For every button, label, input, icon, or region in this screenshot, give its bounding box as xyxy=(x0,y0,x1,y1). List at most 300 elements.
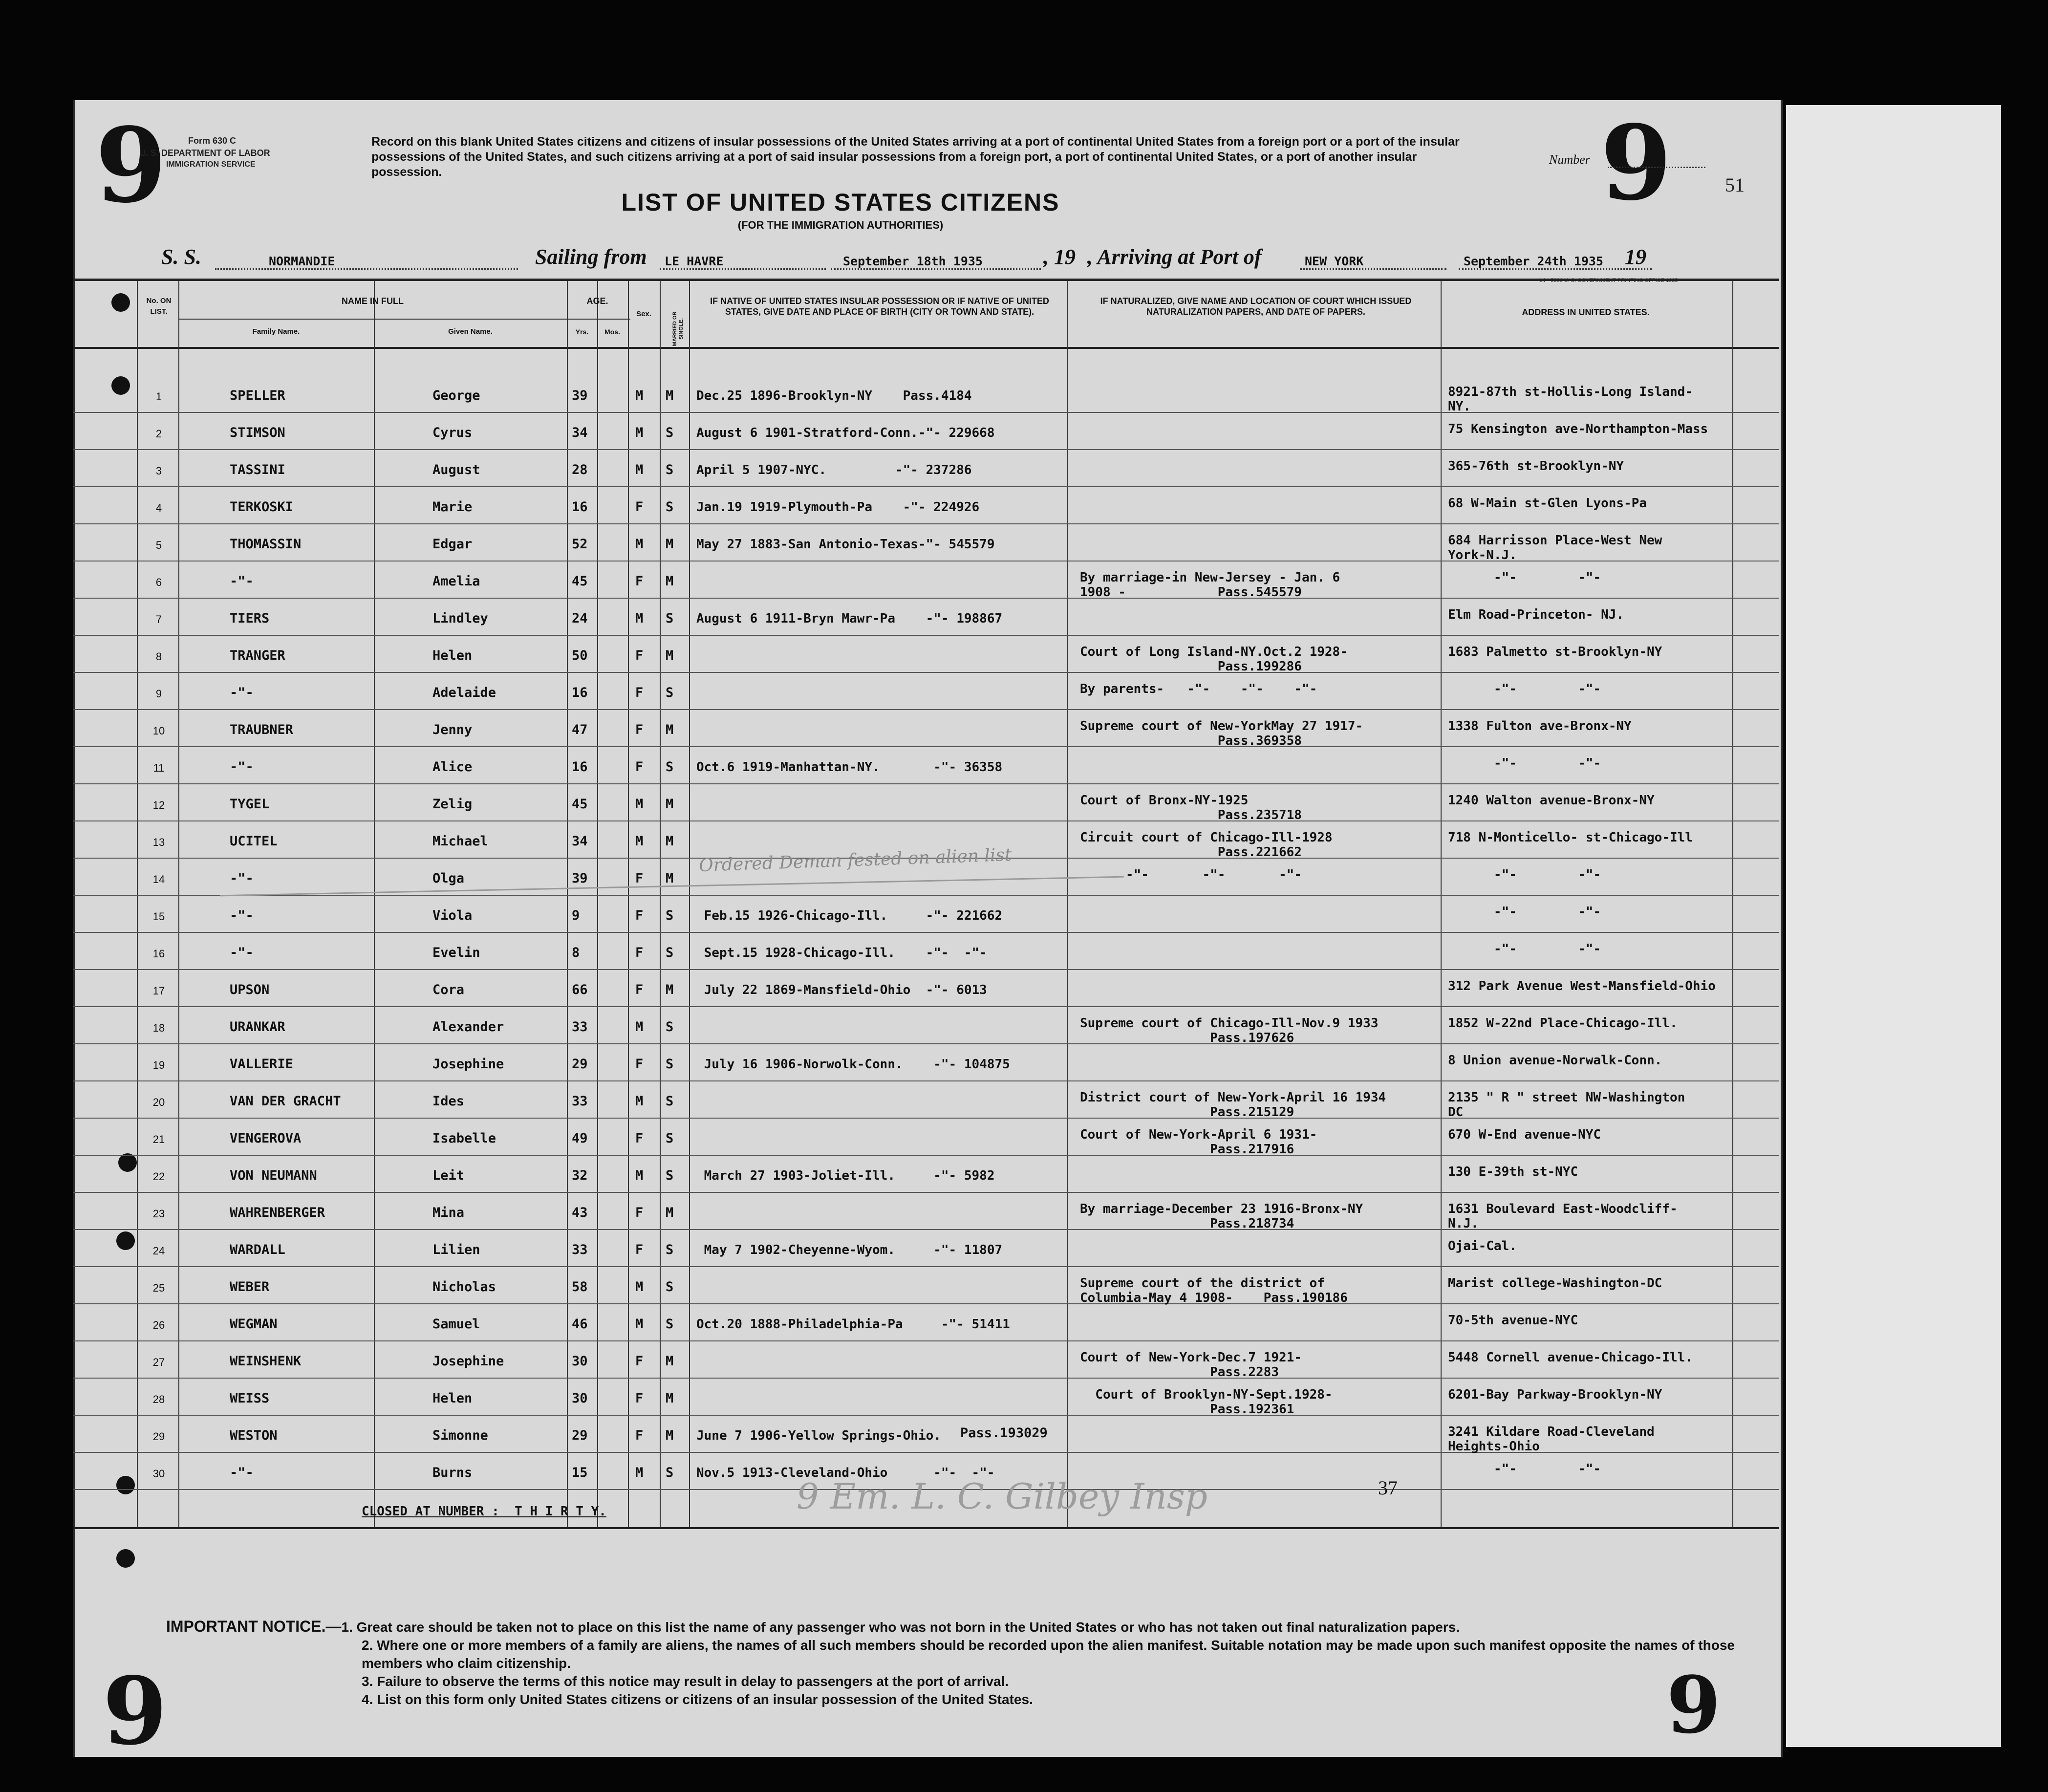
age-years: 29 xyxy=(572,1428,588,1443)
marital-status: S xyxy=(666,1131,674,1146)
naturalization-line-1: -"- -"- -"- xyxy=(1080,867,1302,882)
table-row-rule xyxy=(73,1006,1779,1007)
row-number: 14 xyxy=(152,873,165,885)
form-big-number-bottom-left: 9 xyxy=(103,1657,168,1766)
row-number: 23 xyxy=(152,1208,165,1220)
age-years: 9 xyxy=(572,908,580,923)
table-header-rule xyxy=(73,347,1779,349)
given-name: Jenny xyxy=(432,722,473,737)
sex: F xyxy=(635,648,644,663)
family-name: WARDALL xyxy=(230,1242,285,1257)
age-years: 33 xyxy=(572,1094,588,1109)
address-line-1: -"- -"- xyxy=(1448,756,1601,771)
given-name: Marie xyxy=(432,499,473,515)
naturalization-line-2: 1908 - Pass.545579 xyxy=(1080,585,1302,600)
col-header-name-in-full: NAME IN FULL xyxy=(342,296,404,306)
departure-port: LE HAVRE xyxy=(660,254,826,270)
marital-status: M xyxy=(666,388,674,403)
given-name: Adelaide xyxy=(432,685,496,700)
sex: M xyxy=(635,611,644,626)
sex: F xyxy=(635,871,644,886)
family-name: WESTON xyxy=(230,1428,278,1443)
birth-info: Nov.5 1913-Cleveland-Ohio -"- -"- xyxy=(696,1466,995,1480)
sex: M xyxy=(635,1279,644,1295)
given-name: George xyxy=(432,388,480,403)
col-header-age: AGE. xyxy=(586,296,608,306)
address-line-1: -"- -"- xyxy=(1448,1462,1601,1476)
table-row-rule xyxy=(73,1043,1779,1044)
marital-status: S xyxy=(666,499,674,515)
family-name: VON NEUMANN xyxy=(230,1168,317,1183)
sex: M xyxy=(635,1168,644,1183)
given-name: Michael xyxy=(432,834,488,849)
marital-status: S xyxy=(666,945,674,960)
birth-info: Oct.6 1919-Manhattan-NY. -"- 36358 xyxy=(696,760,1003,775)
given-name: Josephine xyxy=(432,1057,504,1072)
handwritten-annotation-struck: Ordered Deman fested on alien list xyxy=(698,844,1013,876)
row-number: 13 xyxy=(152,836,165,848)
sex: F xyxy=(635,499,644,515)
naturalization-line-1: Court of New-York-Dec.7 1921- xyxy=(1080,1350,1302,1365)
age-years: 45 xyxy=(572,797,588,812)
naturalization-line-1: Court of New-York-April 6 1931- xyxy=(1080,1127,1317,1142)
row-number: 16 xyxy=(152,948,165,960)
marital-status: S xyxy=(666,1465,674,1480)
address-line-2: NY. xyxy=(1448,399,1471,414)
row-number: 4 xyxy=(155,502,162,514)
form-instructions: Record on this blank United States citizens and citizens of insular possessions of the United States arriving at a port of continental United States from a foreign port or a port of the insular possessions of the United States, and such citizens arriving at a port of said insular possessions from a foreign port, a port of continental United States, or a port of another insular possession. xyxy=(371,135,1460,179)
naturalization-line-1: Supreme court of New-YorkMay 27 1917- xyxy=(1080,719,1363,734)
address-line-1: 684 Harrisson Place-West New xyxy=(1448,533,1662,548)
given-name: Cyrus xyxy=(432,425,473,440)
given-name: Cora xyxy=(432,982,465,997)
department-line-2: IMMIGRATION SERVICE xyxy=(166,160,256,169)
naturalization-line-1: Circuit court of Chicago-Ill-1928 xyxy=(1080,830,1333,845)
sex: F xyxy=(635,574,644,589)
marital-status: S xyxy=(666,1317,674,1332)
departure-date: September 18th 1935 xyxy=(831,254,1041,270)
address-line-1: 8921-87th st-Hollis-Long Island- xyxy=(1448,385,1693,399)
row-number: 21 xyxy=(152,1133,165,1145)
family-name: TASSINI xyxy=(230,462,285,477)
col-header-given: Given Name. xyxy=(448,327,493,336)
table-row-rule xyxy=(73,1415,1779,1416)
address-line-1: -"- -"- xyxy=(1448,570,1601,585)
naturalization-line-2: Pass.2283 xyxy=(1080,1365,1279,1380)
form-big-number-top-right: 9 xyxy=(1600,103,1672,223)
marital-status: M xyxy=(666,797,674,812)
birth-info: May 7 1902-Cheyenne-Wyom. -"- 11807 xyxy=(696,1243,1003,1257)
family-name: WEISS xyxy=(230,1391,270,1406)
row-number: 29 xyxy=(152,1430,165,1443)
row-number: 19 xyxy=(152,1059,165,1071)
address-line-1: 2135 " R " street NW-Washington xyxy=(1448,1090,1685,1105)
table-top-rule xyxy=(73,279,1779,281)
age-subheader-rule xyxy=(567,319,630,320)
family-name: THOMASSIN xyxy=(230,537,302,552)
family-name: VALLERIE xyxy=(230,1057,294,1072)
sex: F xyxy=(635,1391,644,1406)
family-name: UPSON xyxy=(230,982,270,997)
given-name: Amelia xyxy=(432,574,480,589)
marital-status: M xyxy=(666,1428,674,1443)
row-number: 20 xyxy=(152,1096,165,1108)
address-line-1: Ojai-Cal. xyxy=(1448,1239,1517,1253)
row-number: 17 xyxy=(152,985,165,997)
given-name: Lindley xyxy=(432,611,488,626)
birth-info: Dec.25 1896-Brooklyn-NY Pass.4184 xyxy=(696,389,972,403)
age-years: 49 xyxy=(572,1131,588,1146)
notice-item-2: 2. Where one or more members of a family are aliens, the names of all such members should be recorded upon the alien manifest. Suitable notation may be made upon such manifest opposite the names of those members who claim citizenship. xyxy=(362,1638,1735,1671)
table-row-rule xyxy=(73,783,1779,784)
table-row-rule xyxy=(73,412,1779,413)
age-years: 30 xyxy=(572,1391,588,1406)
address-line-1: 1852 W-22nd Place-Chicago-Ill. xyxy=(1448,1016,1678,1031)
row-number: 25 xyxy=(152,1282,165,1294)
marital-status: M xyxy=(666,722,674,737)
name-subheader-rule xyxy=(178,319,608,320)
age-years: 16 xyxy=(572,499,588,515)
table-row-rule xyxy=(73,1118,1779,1119)
address-line-1: 6201-Bay Parkway-Brooklyn-NY xyxy=(1448,1387,1662,1402)
age-years: 45 xyxy=(572,574,588,589)
table-row-rule xyxy=(73,672,1779,673)
family-name: TIERS xyxy=(230,611,270,626)
table-row-rule xyxy=(73,895,1779,896)
row-29-pass: Pass.193029 xyxy=(960,1425,1048,1441)
col-header-married: MARRIED OR SINGLE. xyxy=(672,311,684,346)
family-name: WEGMAN xyxy=(230,1317,278,1332)
sex: F xyxy=(635,982,644,997)
page-title: LIST OF UNITED STATES CITIZENS xyxy=(621,189,1060,216)
ship-name: NORMANDIE xyxy=(215,254,518,270)
row-count-37: 37 xyxy=(1378,1477,1398,1499)
naturalization-line-2: Columbia-May 4 1908- Pass.190186 xyxy=(1080,1291,1348,1305)
naturalization-line-2: Pass.199286 xyxy=(1080,659,1302,674)
marital-status: S xyxy=(666,425,674,440)
address-line-1: 1240 Walton avenue-Bronx-NY xyxy=(1448,793,1655,808)
sex: F xyxy=(635,1428,644,1443)
col-header-naturalized: IF NATURALIZED, GIVE NAME AND LOCATION OF COURT WHICH ISSUED NATURALIZATION PAPERS, AND DATE OF PAPERS. xyxy=(1100,296,1412,317)
marital-status: S xyxy=(666,462,674,477)
address-line-1: 5448 Cornell avenue-Chicago-Ill. xyxy=(1448,1350,1693,1365)
naturalization-line-2: Pass.221662 xyxy=(1080,845,1302,860)
birth-info: Feb.15 1926-Chicago-Ill. -"- 221662 xyxy=(696,908,1003,923)
given-name: Zelig xyxy=(432,797,473,812)
row-number: 18 xyxy=(152,1022,165,1034)
row-number: 8 xyxy=(155,650,162,663)
address-line-1: Marist college-Washington-DC xyxy=(1448,1276,1662,1291)
sex: F xyxy=(635,1242,644,1257)
naturalization-line-1: By marriage-December 23 1916-Bronx-NY xyxy=(1080,1202,1363,1216)
table-row-rule xyxy=(73,932,1779,933)
table-row-rule xyxy=(73,1155,1779,1156)
family-name: TRANGER xyxy=(230,648,285,663)
address-line-2: DC xyxy=(1448,1105,1464,1120)
address-line-1: -"- -"- xyxy=(1448,905,1601,919)
important-notice xyxy=(166,1618,1779,1708)
naturalization-line-2: Pass.217916 xyxy=(1080,1142,1294,1157)
punch-hole xyxy=(111,376,130,395)
number-line xyxy=(1608,165,1705,168)
naturalization-line-1: District court of New-York-April 16 1934 xyxy=(1080,1090,1386,1105)
marital-status: S xyxy=(666,1242,674,1257)
address-line-1: 718 N-Monticello- st-Chicago-Ill xyxy=(1448,830,1693,845)
table-row-rule xyxy=(73,486,1779,487)
age-years: 33 xyxy=(572,1019,588,1035)
birth-info: April 5 1907-NYC. -"- 237286 xyxy=(696,463,972,477)
col-header-no: No. ON LIST. xyxy=(146,297,172,316)
given-name: Burns xyxy=(432,1465,473,1480)
family-name: VENGEROVA xyxy=(230,1131,302,1146)
family-name: -"- xyxy=(230,574,254,589)
arriving-label: , Arriving at Port of xyxy=(1087,245,1262,269)
age-years: 47 xyxy=(572,722,588,737)
table-row-rule xyxy=(73,1340,1779,1341)
notice-item-4: 4. List on this form only United States citizens or citizens of an insular possession of the United States. xyxy=(362,1692,1033,1707)
address-line-1: Elm Road-Princeton- NJ. xyxy=(1448,607,1624,622)
col-header-yrs: Yrs. xyxy=(575,328,589,336)
table-row-rule xyxy=(73,969,1779,970)
naturalization-line-2: Pass.369358 xyxy=(1080,734,1302,748)
punch-hole xyxy=(111,293,130,312)
birth-info: July 16 1906-Norwolk-Conn. -"- 104875 xyxy=(696,1057,1010,1072)
family-name: -"- xyxy=(230,945,254,960)
given-name: Mina xyxy=(432,1205,465,1220)
marital-status: M xyxy=(666,648,674,663)
sex: F xyxy=(635,759,644,775)
table-row-rule xyxy=(73,709,1779,710)
family-name: SPELLER xyxy=(230,388,285,403)
sex: M xyxy=(635,1465,644,1480)
marital-status: M xyxy=(666,574,674,589)
sex: M xyxy=(635,462,644,477)
sex: M xyxy=(635,1019,644,1035)
number-label: Number xyxy=(1549,152,1590,167)
given-name: Viola xyxy=(432,908,473,923)
row-number: 15 xyxy=(152,910,165,923)
age-years: 28 xyxy=(572,462,588,477)
family-name: WEBER xyxy=(230,1279,270,1295)
age-years: 34 xyxy=(572,425,588,440)
given-name: Olga xyxy=(432,871,465,886)
table-row-rule xyxy=(73,598,1779,599)
age-years: 16 xyxy=(572,685,588,700)
table-row-rule xyxy=(73,1303,1779,1304)
notice-item-3: 3. Failure to observe the terms of this notice may result in delay to passengers at the port of arrival. xyxy=(362,1674,1009,1689)
punch-hole xyxy=(118,1153,137,1172)
age-years: 15 xyxy=(572,1465,588,1480)
family-name: TYGEL xyxy=(230,797,270,812)
row-number: 26 xyxy=(152,1319,165,1331)
age-years: 50 xyxy=(572,648,588,663)
sex: M xyxy=(635,425,644,440)
given-name: Samuel xyxy=(432,1317,480,1332)
closed-at-number: CLOSED AT NUMBER : T H I R T Y. xyxy=(362,1504,606,1519)
birth-info: March 27 1903-Joliet-Ill. -"- 5982 xyxy=(696,1168,995,1183)
age-years: 8 xyxy=(572,945,580,960)
sex: F xyxy=(635,685,644,700)
row-number: 24 xyxy=(152,1245,165,1257)
table-row-rule xyxy=(73,820,1779,821)
marital-status: S xyxy=(666,1279,674,1295)
page-number: 51 xyxy=(1725,174,1745,196)
marital-status: M xyxy=(666,1391,674,1406)
notice-lead: IMPORTANT NOTICE.— xyxy=(166,1618,342,1635)
punch-hole xyxy=(116,1231,135,1250)
birth-info: Jan.19 1919-Plymouth-Pa -"- 224926 xyxy=(696,500,980,515)
address-line-1: 8 Union avenue-Norwalk-Conn. xyxy=(1448,1053,1662,1068)
marital-status: S xyxy=(666,759,674,775)
birth-info: Oct.20 1888-Philadelphia-Pa -"- 51411 xyxy=(696,1317,1010,1332)
given-name: Isabelle xyxy=(432,1131,496,1146)
sailing-from-label: Sailing from xyxy=(535,245,647,269)
address-line-2: Heights-Ohio xyxy=(1448,1439,1540,1454)
col-header-address: ADDRESS IN UNITED STATES. xyxy=(1522,307,1650,317)
row-number: 27 xyxy=(152,1356,165,1368)
inspector-signature: 9 Em. L. C. Gilbey Insp xyxy=(797,1476,1207,1517)
table-row-rule xyxy=(73,1378,1779,1379)
notice-item-1: 1. Great care should be taken not to place on this list the name of any passenger who was not born in the United States or who has not taken out final naturalization papers. xyxy=(341,1619,1460,1635)
col-header-sex: Sex. xyxy=(636,310,651,318)
marital-status: M xyxy=(666,982,674,997)
address-line-1: -"- -"- xyxy=(1448,682,1601,696)
sex: M xyxy=(635,1317,644,1332)
table-row-rule xyxy=(73,635,1779,636)
sex: M xyxy=(635,537,644,552)
naturalization-line-1: By parents- -"- -"- -"- xyxy=(1080,682,1317,696)
marital-status: S xyxy=(666,1019,674,1035)
address-line-1: 365-76th st-Brooklyn-NY xyxy=(1448,459,1624,474)
form-number: Form 630 C xyxy=(188,136,237,146)
naturalization-line-1: Court of Brooklyn-NY-Sept.1928- xyxy=(1080,1387,1333,1402)
naturalization-line-1: Supreme court of Chicago-Ill-Nov.9 1933 xyxy=(1080,1016,1379,1031)
age-years: 34 xyxy=(572,834,588,849)
marital-status: S xyxy=(666,685,674,700)
address-line-2: N.J. xyxy=(1448,1216,1479,1231)
given-name: Alice xyxy=(432,759,473,775)
age-years: 58 xyxy=(572,1279,588,1295)
sex: F xyxy=(635,722,644,737)
sex: M xyxy=(635,1094,644,1109)
table-row-rule xyxy=(73,1266,1779,1267)
given-name: Simonne xyxy=(432,1428,488,1443)
birth-info: Sept.15 1928-Chicago-Ill. -"- -"- xyxy=(696,946,987,960)
marital-status: M xyxy=(666,537,674,552)
age-years: 46 xyxy=(572,1317,588,1332)
age-years: 32 xyxy=(572,1168,588,1183)
family-name: VAN DER GRACHT xyxy=(230,1094,341,1109)
age-years: 39 xyxy=(572,388,588,403)
marital-status: S xyxy=(666,1057,674,1072)
address-line-1: 3241 Kildare Road-Cleveland xyxy=(1448,1425,1655,1439)
row-number: 10 xyxy=(152,725,165,737)
birth-info: August 6 1911-Bryn Mawr-Pa -"- 198867 xyxy=(696,611,1003,626)
row-number: 3 xyxy=(155,465,162,477)
birth-info: July 22 1869-Mansfield-Ohio -"- 6013 xyxy=(696,983,987,997)
naturalization-line-2: Pass.197626 xyxy=(1080,1031,1294,1045)
row-number: 11 xyxy=(153,762,165,774)
arrival-year-suffix: 19 xyxy=(1625,245,1646,269)
birth-info: June 7 1906-Yellow Springs-Ohio. xyxy=(696,1428,941,1443)
sex: F xyxy=(635,1205,644,1220)
table-row-rule xyxy=(73,746,1779,747)
age-years: 24 xyxy=(572,611,588,626)
naturalization-line-1: Supreme court of the district of xyxy=(1080,1276,1325,1291)
sex: F xyxy=(635,1057,644,1072)
family-name: TERKOSKI xyxy=(230,499,294,515)
birth-info: August 6 1901-Stratford-Conn.-"- 229668 xyxy=(696,426,995,440)
family-name: -"- xyxy=(230,908,254,923)
marital-status: S xyxy=(666,1168,674,1183)
family-name: URANKAR xyxy=(230,1019,285,1035)
row-number: 12 xyxy=(152,799,165,811)
given-name: Nicholas xyxy=(432,1279,496,1295)
given-name: Edgar xyxy=(432,537,473,552)
row-number: 30 xyxy=(152,1468,165,1480)
row-number: 7 xyxy=(155,613,162,626)
age-years: 43 xyxy=(572,1205,588,1220)
table-row-rule xyxy=(73,1080,1779,1081)
sex: F xyxy=(635,1131,644,1146)
ss-label: S. S. xyxy=(161,245,201,269)
naturalization-line-1: Court of Bronx-NY-1925 xyxy=(1080,793,1249,808)
col-header-mos: Mos. xyxy=(604,328,620,336)
row-number: 1 xyxy=(155,390,162,403)
family-name: -"- xyxy=(230,871,254,886)
form-big-number-bottom-right: 9 xyxy=(1666,1659,1721,1751)
marital-status: M xyxy=(666,1205,674,1220)
table-row-rule xyxy=(73,523,1779,524)
row-number: 22 xyxy=(152,1170,165,1183)
row-number: 2 xyxy=(155,428,162,440)
table-row-rule xyxy=(73,449,1779,450)
family-name: WEINSHENK xyxy=(230,1354,302,1369)
address-line-1: 312 Park Avenue West-Mansfield-Ohio xyxy=(1448,979,1716,993)
row-number: 5 xyxy=(155,539,162,551)
family-name: -"- xyxy=(230,759,254,775)
table-row-rule xyxy=(73,1192,1779,1193)
age-years: 66 xyxy=(572,982,588,997)
family-name: -"- xyxy=(230,685,254,700)
address-line-1: 130 E-39th st-NYC xyxy=(1448,1165,1578,1179)
address-line-1: -"- -"- xyxy=(1448,942,1601,956)
naturalization-line-1: Court of Long Island-NY.Oct.2 1928- xyxy=(1080,645,1348,659)
col-header-birth: IF NATIVE OF UNITED STATES INSULAR POSSESSION OR IF NATIVE OF UNITED STATES, GIVE DATE AND PLACE OF BIRTH (CITY OR TOWN AND STATE). xyxy=(710,296,1049,317)
naturalization-line-2: Pass.218734 xyxy=(1080,1216,1294,1231)
age-years: 30 xyxy=(572,1354,588,1369)
address-line-1: 670 W-End avenue-NYC xyxy=(1448,1127,1601,1142)
address-line-1: 1631 Boulevard East-Woodcliff- xyxy=(1448,1202,1678,1216)
age-years: 33 xyxy=(572,1242,588,1257)
family-name: STIMSON xyxy=(230,425,285,440)
age-years: 39 xyxy=(572,871,588,886)
row-number: 28 xyxy=(152,1393,165,1405)
age-years: 52 xyxy=(572,537,588,552)
address-line-2: York-N.J. xyxy=(1448,548,1517,562)
given-name: Helen xyxy=(432,648,473,663)
age-years: 29 xyxy=(572,1057,588,1072)
birth-info: May 27 1883-San Antonio-Texas-"- 545579 xyxy=(696,537,995,552)
sex: F xyxy=(635,1354,644,1369)
address-line-1: 1338 Fulton ave-Bronx-NY xyxy=(1448,719,1632,734)
table-row-rule xyxy=(73,1229,1779,1230)
department-line-1: U. S. DEPARTMENT OF LABOR xyxy=(139,148,270,158)
arrival-port: NEW YORK xyxy=(1300,254,1446,270)
family-name: UCITEL xyxy=(230,834,278,849)
given-name: Helen xyxy=(432,1391,473,1406)
address-line-1: 1683 Palmetto st-Brooklyn-NY xyxy=(1448,645,1662,659)
